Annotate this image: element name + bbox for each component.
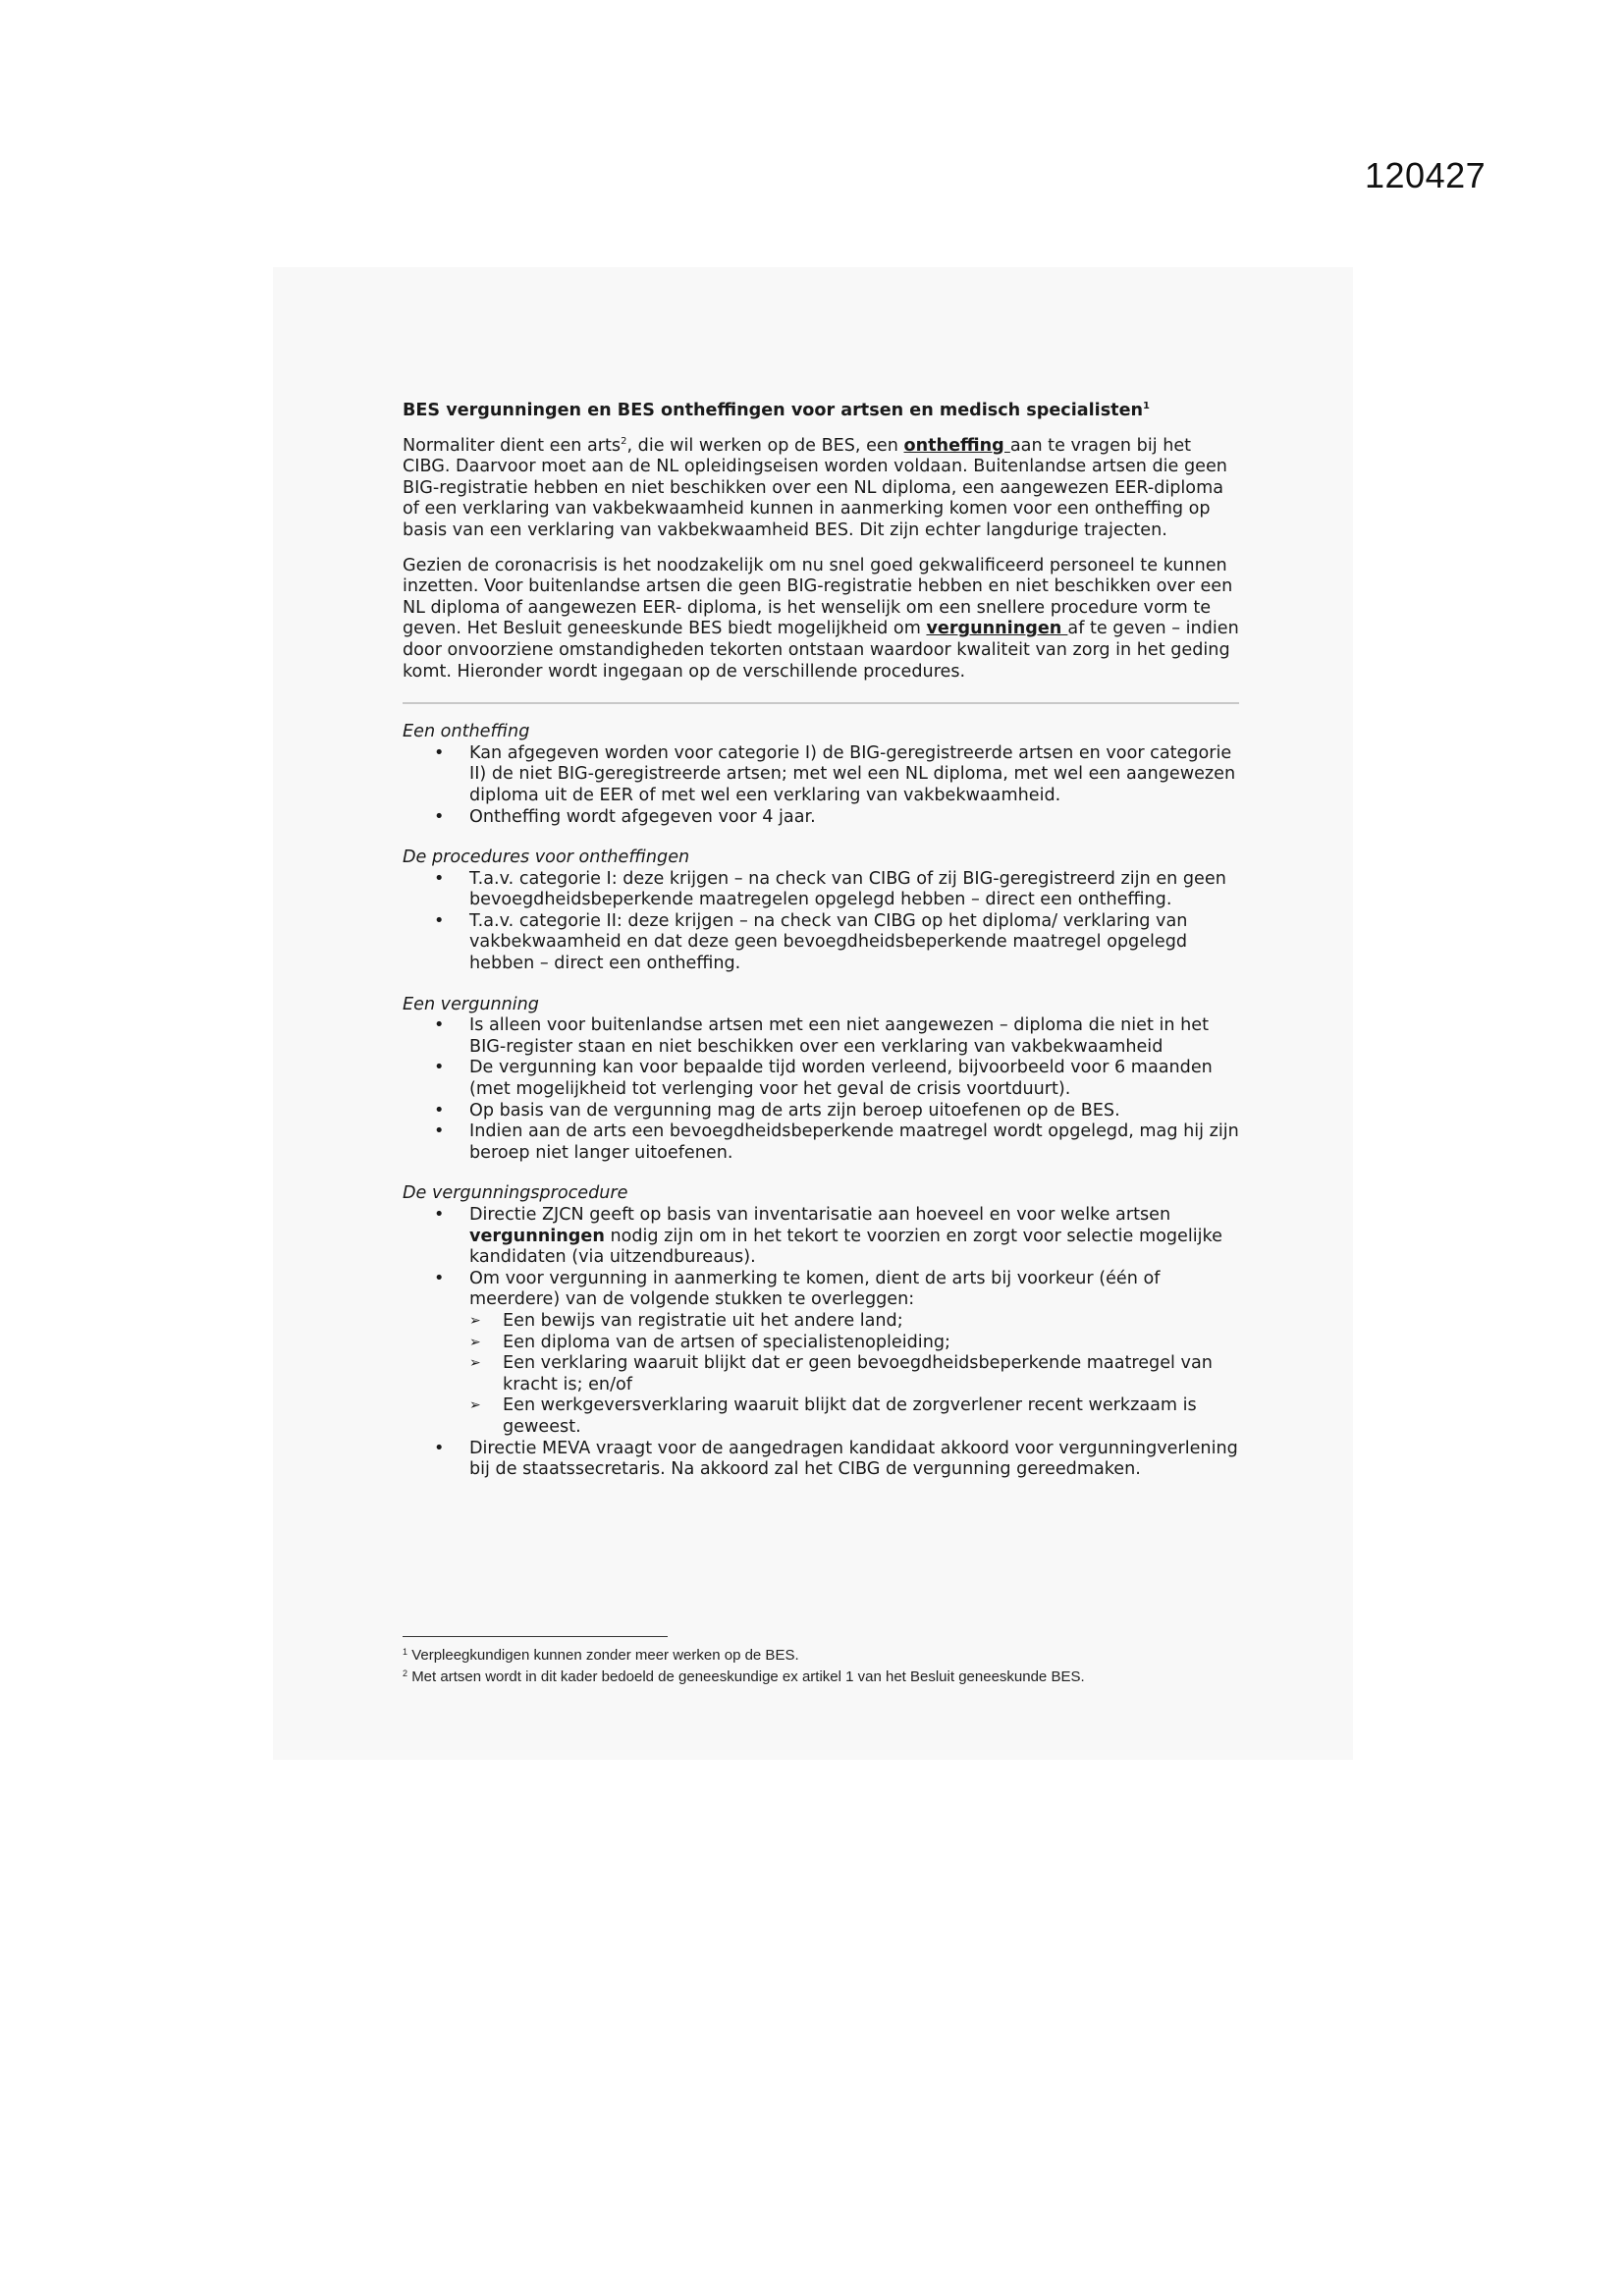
- list-item: • Kan afgegeven worden voor categorie I) de BIG-geregistreerde artsen en voor categorie II) de niet BIG-geregistreerde artsen; met wel een NL diploma, met wel een aangewezen diploma uit de EER of met wel een verklaring van vakbekwaamheid.: [403, 743, 1239, 807]
- list-item: • Directie MEVA vraagt voor de aangedragen kandidaat akkoord voor vergunningverlening bij de staatssecretaris. Na akkoord zal het CIBG de vergunning gereedmaken.: [403, 1439, 1239, 1481]
- intro-footnote-ref: 2: [621, 435, 627, 447]
- section-heading: De vergunningsprocedure: [403, 1183, 628, 1204]
- footnotes: [403, 1636, 1239, 1688]
- list-item: • Indien aan de arts een bevoegdheidsbeperkende maatregel wordt opgelegd, mag hij zijn beroep niet langer uitoefenen.: [403, 1121, 1239, 1164]
- title-footnote-ref: 1: [1143, 401, 1151, 411]
- document-body: [403, 401, 1239, 1501]
- footnote-2: [403, 1667, 1239, 1688]
- section-vergunning: [403, 995, 1239, 1165]
- section-heading: Een ontheffing: [403, 722, 530, 742]
- intro-p1-emphasis: ontheffing: [903, 435, 1010, 456]
- section-ontheffing: [403, 722, 1239, 828]
- document-number: 120427: [1365, 155, 1487, 195]
- intro-p2-emphasis: vergunningen: [926, 619, 1068, 639]
- footnote-text: Verpleegkundigen kunnen zonder meer werken op de BES.: [411, 1647, 799, 1664]
- footnote-rule: [403, 1636, 668, 1637]
- sublist-item: ➢ Een diploma van de artsen of specialistenopleiding;: [469, 1333, 1239, 1354]
- intro-p1-text-b: , die wil werken op de BES, een: [626, 435, 904, 456]
- bullet-list: [403, 869, 1239, 975]
- arrow-sublist: [469, 1311, 1239, 1439]
- list-item: [403, 1269, 1239, 1439]
- document-title: [403, 401, 1239, 422]
- footnote-number: 1: [403, 1647, 408, 1657]
- list-item: • De vergunning kan voor bepaalde tijd worden verleend, bijvoorbeeld voor 6 maanden (met mogelijkheid tot verlenging voor het geval de crisis voortduurt).: [403, 1058, 1239, 1100]
- section-procedures: [403, 847, 1239, 975]
- section-heading: Een vergunning: [403, 994, 539, 1014]
- intro-p1-text-c: aan te vragen bij het CIBG. Daarvoor moet aan de NL opleidingseisen worden voldaan. Buitenlandse artsen die geen BIG-registratie hebben en niet beschikken over een NL diploma, een aangewezen EER-diploma of een verklaring van vakbekwaamheid kunnen in aanmerking komen voor een ontheffing op basis van een verklaring van vakbekwaamheid BES. Dit zijn echter langdurige trajecten.: [403, 435, 1227, 540]
- sublist-item: ➢ Een werkgeversverklaring waaruit blijkt dat de zorgverlener recent werkzaam is geweest.: [469, 1395, 1239, 1438]
- bullet-list: [403, 1015, 1239, 1164]
- title-text: BES vergunningen en BES ontheffingen voor artsen en medisch specialisten: [403, 401, 1144, 420]
- intro-paragraph-1: [403, 436, 1239, 542]
- list-item: [403, 1205, 1239, 1269]
- intro-p1-text-a: Normaliter dient een arts: [403, 435, 622, 456]
- sublist-item: ➢ Een verklaring waaruit blijkt dat er geen bevoegdheidsbeperkende maatregel van kracht is; en/of: [469, 1353, 1239, 1395]
- item-text-a: Directie ZJCN geeft op basis van inventarisatie aan hoeveel en voor welke artsen: [469, 1205, 1171, 1225]
- intro-paragraph-2: [403, 556, 1239, 683]
- item-text-b: nodig zijn om in het tekort te voorzien en zorgt voor selectie mogelijke kandidaten (via uitzendbureaus).: [469, 1226, 1222, 1268]
- intro-p2-text-a: Gezien de coronacrisis is het noodzakelijk om nu snel goed gekwalificeerd personeel te kunnen inzetten. Voor buitenlandse artsen die geen BIG-registratie hebben en niet beschikken over een NL diploma of aangewezen EER- diploma, is het wenselijk om een snellere procedure vorm te geven. Het Besluit geneeskunde BES biedt mogelijkheid om: [403, 555, 1233, 639]
- sublist-item: ➢ Een bewijs van registratie uit het andere land;: [469, 1311, 1239, 1333]
- item-emphasis: vergunningen: [469, 1226, 605, 1246]
- footnote-1: [403, 1645, 1239, 1667]
- bullet-list: [403, 1205, 1239, 1481]
- bullet-list: [403, 743, 1239, 828]
- list-item: • Op basis van de vergunning mag de arts zijn beroep uitoefenen op de BES.: [403, 1101, 1239, 1122]
- footnote-number: 2: [403, 1668, 408, 1678]
- item-text: Om voor vergunning in aanmerking te komen, dient de arts bij voorkeur (één of meerdere) van de volgende stukken te overleggen:: [469, 1268, 1161, 1310]
- section-divider: [403, 702, 1239, 704]
- footnote-text: Met artsen wordt in dit kader bedoeld de geneeskundige ex artikel 1 van het Besluit geneeskunde BES.: [411, 1668, 1085, 1685]
- list-item: • T.a.v. categorie I: deze krijgen – na check van CIBG of zij BIG-geregistreerd zijn en geen bevoegdheidsbeperkende maatregelen opgelegd hebben – direct een ontheffing.: [403, 869, 1239, 911]
- list-item: • Ontheffing wordt afgegeven voor 4 jaar.: [403, 807, 1239, 829]
- section-heading: De procedures voor ontheffingen: [403, 847, 690, 868]
- section-vergunningsprocedure: [403, 1183, 1239, 1480]
- list-item: • Is alleen voor buitenlandse artsen met een niet aangewezen – diploma die niet in het BIG-register staan en niet beschikken over een verklaring van vakbekwaamheid: [403, 1015, 1239, 1058]
- list-item: • T.a.v. categorie II: deze krijgen – na check van CIBG op het diploma/ verklaring van vakbekwaamheid en dat deze geen bevoegdheidsbeperkende maatregel opgelegd hebben – direct een ontheffing.: [403, 911, 1239, 975]
- intro-p2-text-b: af te geven – indien door onvoorziene omstandigheden tekorten ontstaan waardoor kwaliteit van zorg in het geding komt. Hieronder wordt ingegaan op de verschillende procedures.: [403, 619, 1239, 682]
